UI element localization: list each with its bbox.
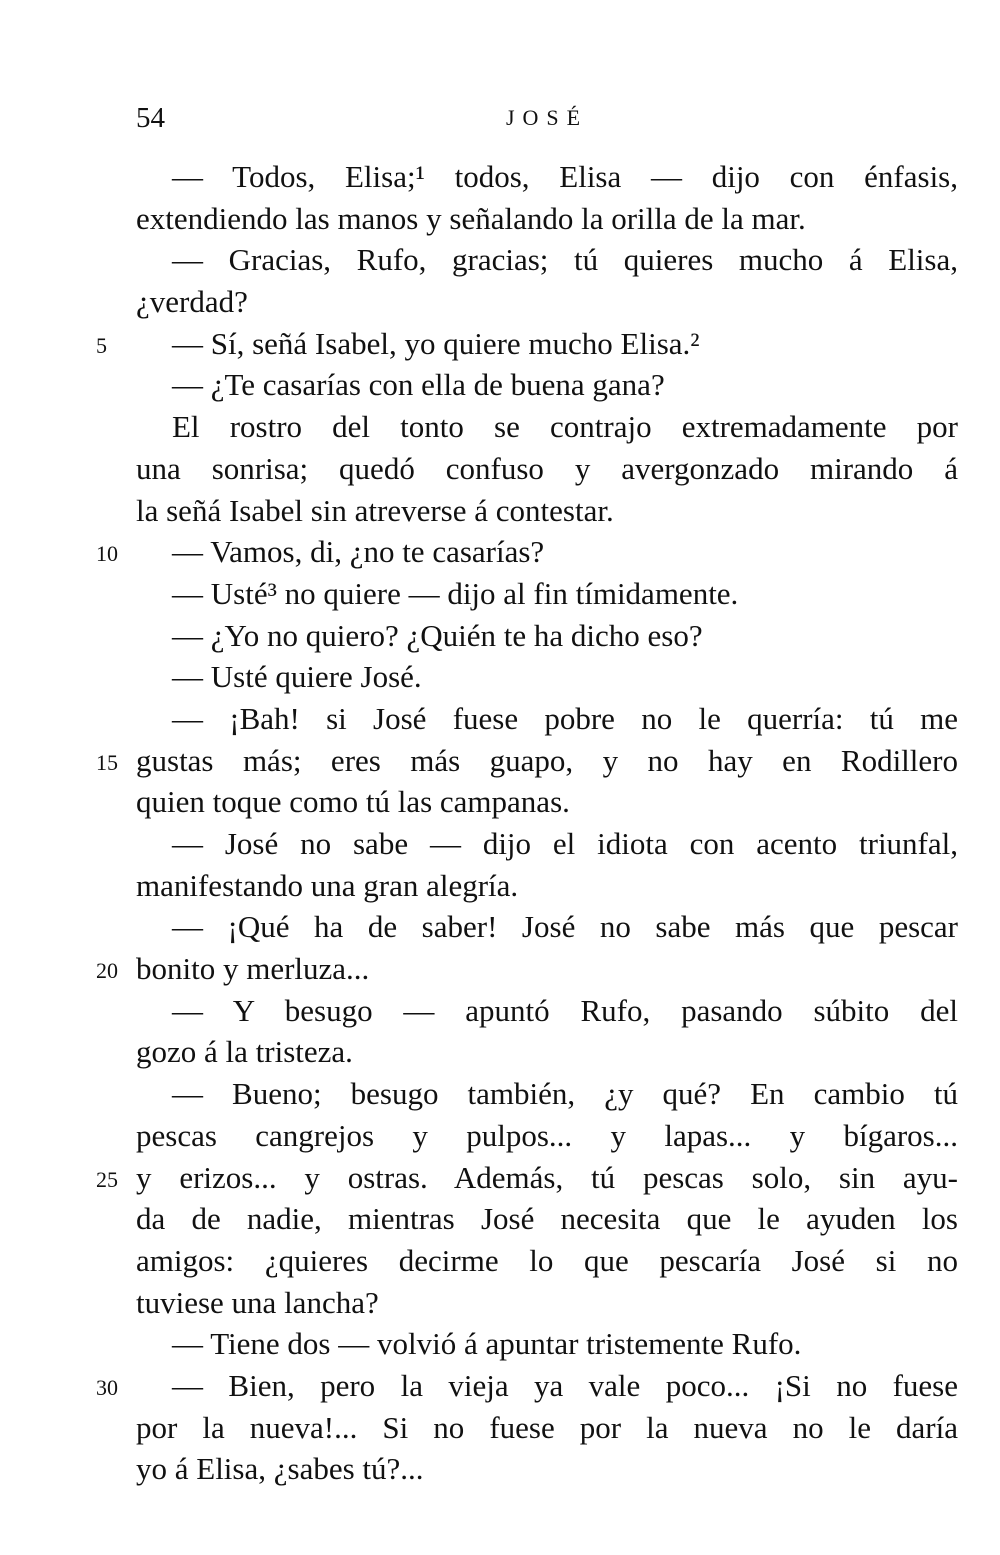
line-text: — Vamos, di, ¿no te casarías? [172, 534, 545, 570]
line-text: — Tiene dos — volvió á apuntar tristemente Rufo. [172, 1326, 802, 1362]
text-line [96, 531, 958, 573]
text-line [96, 1157, 958, 1199]
text-line [136, 364, 958, 406]
line-number: 5 [96, 332, 107, 358]
line-text: — Usté quiere José. [172, 659, 422, 695]
text-line [136, 1448, 958, 1490]
line-text: una sonrisa; quedó confuso y avergonzado mirando á [136, 450, 958, 486]
text-line [136, 156, 958, 198]
line-number: 20 [96, 958, 118, 984]
line-text: — ¿Yo no quiero? ¿Quién te ha dicho eso? [172, 617, 703, 653]
line-text: extendiendo las manos y señalando la orilla de la mar. [136, 200, 806, 236]
text-line [136, 1115, 958, 1157]
line-text: gozo á la tristeza. [136, 1034, 353, 1070]
line-number: 15 [96, 749, 118, 775]
line-text: amigos: ¿quieres decirme lo que pescaría José si no [136, 1242, 958, 1278]
text-line [136, 281, 958, 323]
running-head: JOSÉ [505, 105, 589, 130]
text-line [136, 448, 958, 490]
text-line [136, 1323, 958, 1365]
text-line [96, 1365, 958, 1407]
text-line [136, 906, 958, 948]
page-header [136, 98, 958, 138]
text-line [136, 1240, 958, 1282]
text-line [136, 1198, 958, 1240]
line-text: tuviese una lancha? [136, 1284, 379, 1320]
line-number: 30 [96, 1374, 118, 1400]
text-line [136, 698, 958, 740]
page-number: 54 [136, 102, 165, 134]
line-text: la señá Isabel sin atreverse á contestar. [136, 492, 614, 528]
line-text: — Usté³ no quiere — dijo al fin tímidamente. [172, 575, 739, 611]
line-text: — Y besugo — apuntó Rufo, pasando súbito del [172, 992, 958, 1028]
line-text: — Bueno; besugo también, ¿y qué? En cambio tú [172, 1076, 958, 1112]
text-line [136, 615, 958, 657]
line-text: — Sí, señá Isabel, yo quiere mucho Elisa.² [172, 325, 700, 361]
line-text: da de nadie, mientras José necesita que le ayuden los [136, 1201, 958, 1237]
text-line [136, 406, 958, 448]
line-text: pescas cangrejos y pulpos... y lapas... y bígaros... [136, 1117, 958, 1153]
text-line [136, 239, 958, 281]
text-line [136, 1031, 958, 1073]
line-text: yo á Elisa, ¿sabes tú?... [136, 1451, 424, 1487]
text-line [136, 1073, 958, 1115]
text-line [136, 781, 958, 823]
line-number: 10 [96, 541, 118, 567]
text-line [136, 198, 958, 240]
text-line [136, 490, 958, 532]
line-text: y erizos... y ostras. Además, tú pescas solo, sin ayu- [136, 1159, 958, 1195]
line-text: manifestando una gran alegría. [136, 867, 519, 903]
text-line [136, 573, 958, 615]
line-text: bonito y merluza... [136, 951, 370, 987]
line-text: — ¡Bah! si José fuese pobre no le querría: tú me [172, 700, 958, 736]
line-text: — José no sabe — dijo el idiota con acento triunfal, [172, 826, 958, 861]
text-line [136, 823, 958, 865]
line-text: por la nueva!... Si no fuese por la nueva no le daría [136, 1409, 958, 1445]
line-text: — ¡Qué ha de saber! José no sabe más que pescar [172, 909, 958, 945]
line-text: — Todos, Elisa;¹ todos, Elisa — dijo con énfasis, [172, 159, 958, 194]
line-text: — Gracias, Rufo, gracias; tú quieres mucho á Elisa, [172, 242, 958, 278]
text-line [96, 948, 958, 990]
text-line [96, 323, 958, 365]
text-line [136, 990, 958, 1032]
text-line [96, 740, 958, 782]
line-text: ¿verdad? [136, 284, 248, 320]
text-line [136, 1282, 958, 1324]
line-text: — ¿Te casarías con ella de buena gana? [172, 367, 665, 403]
line-text: El rostro del tonto se contrajo extremadamente por [172, 409, 958, 445]
line-text: — Bien, pero la vieja ya vale poco... ¡Si no fuese [172, 1367, 958, 1403]
body-text [96, 156, 958, 1490]
text-line [136, 1407, 958, 1449]
text-line [136, 865, 958, 907]
line-text: gustas más; eres más guapo, y no hay en Rodillero [136, 742, 958, 778]
line-text: quien toque como tú las campanas. [136, 784, 570, 820]
line-number: 25 [96, 1166, 118, 1192]
text-line [136, 656, 958, 698]
